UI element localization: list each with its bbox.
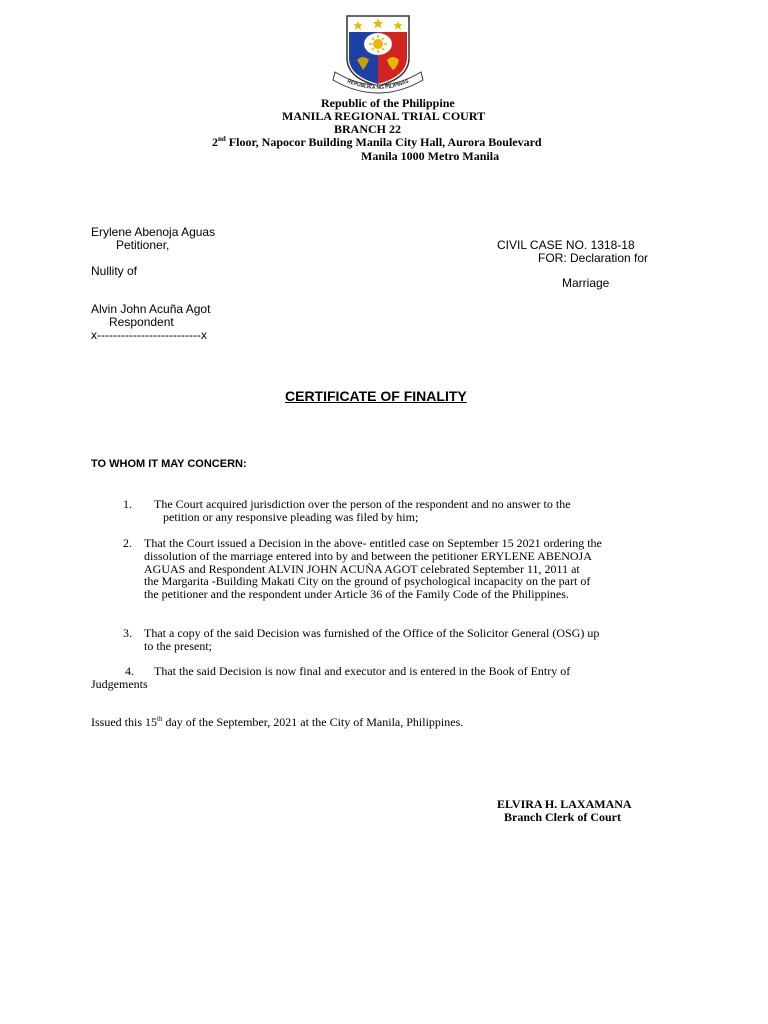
header-branch: BRANCH 22	[334, 122, 402, 136]
header-city: Manila 1000 Metro Manila	[361, 149, 500, 163]
case-for-line: FOR: Declaration for	[538, 251, 649, 265]
seal-ribbon-text: REPUBLIKA NG PILIPINAS	[346, 78, 410, 92]
republic-seal-logo	[325, 8, 431, 96]
item-1-number: 1.	[123, 497, 132, 511]
item-3-line-2: to the present;	[144, 639, 212, 653]
civil-case-number: CIVIL CASE NO. 1318-18	[497, 238, 635, 252]
item-2-line-4: the Margarita -Building Makati City on the ground of psychological incapacity on the part of	[144, 574, 591, 588]
item-2-line-3: AGUAS and Respondent ALVIN JOHN ACUÑA AGOT celebrated September 11, 2011 at	[144, 562, 580, 576]
petitioner-role: Petitioner,	[116, 238, 170, 252]
document-title: CERTIFICATE OF FINALITY	[285, 388, 467, 404]
case-marriage: Marriage	[562, 276, 610, 290]
respondent-name: Alvin John Acuña Agot	[91, 302, 211, 316]
salutation: TO WHOM IT MAY CONCERN:	[91, 458, 247, 470]
item-1-line-1: The Court acquired jurisdiction over the person of the respondent and no answer to the	[154, 497, 571, 511]
header-address: 2nd Floor, Napocor Building Manila City Hall, Aurora Boulevard	[212, 135, 542, 149]
item-1-line-2: petition or any responsive pleading was filed by him;	[163, 510, 419, 524]
item-2-number: 2.	[123, 536, 132, 550]
item-2-line-5: the petitioner and the respondent under Article 36 of the Family Code of the Philippines.	[144, 587, 569, 601]
issued-statement: Issued this 15th day of the September, 2021 at the City of Manila, Philippines.	[91, 715, 464, 729]
item-4-number: 4.	[125, 664, 134, 678]
item-2-line-2: dissolution of the marriage entered into by and between the petitioner ERYLENE ABENOJA	[144, 549, 592, 563]
nullity-of: Nullity of	[91, 264, 138, 278]
item-4-line-1: That the said Decision is now final and executor and is entered in the Book of Entry of	[154, 664, 571, 678]
item-3-number: 3.	[123, 626, 132, 640]
respondent-role: Respondent	[109, 315, 174, 329]
item-3-line-1: That a copy of the said Decision was furnished of the Office of the Solicitor General (OSG) up	[144, 626, 600, 640]
item-4-line-2: Judgements	[91, 677, 148, 691]
header-court: MANILA REGIONAL TRIAL COURT	[282, 109, 486, 123]
signatory-title: Branch Clerk of Court	[504, 810, 621, 824]
header-republic: Republic of the Philippine	[321, 96, 455, 110]
item-2-line-1: That the Court issued a Decision in the above- entitled case on September 15 2021 ordering the	[144, 536, 602, 550]
caption-separator: x--------------------------x	[91, 328, 207, 342]
petitioner-name: Erylene Abenoja Aguas	[91, 225, 216, 239]
signatory-name: ELVIRA H. LAXAMANA	[497, 797, 632, 811]
